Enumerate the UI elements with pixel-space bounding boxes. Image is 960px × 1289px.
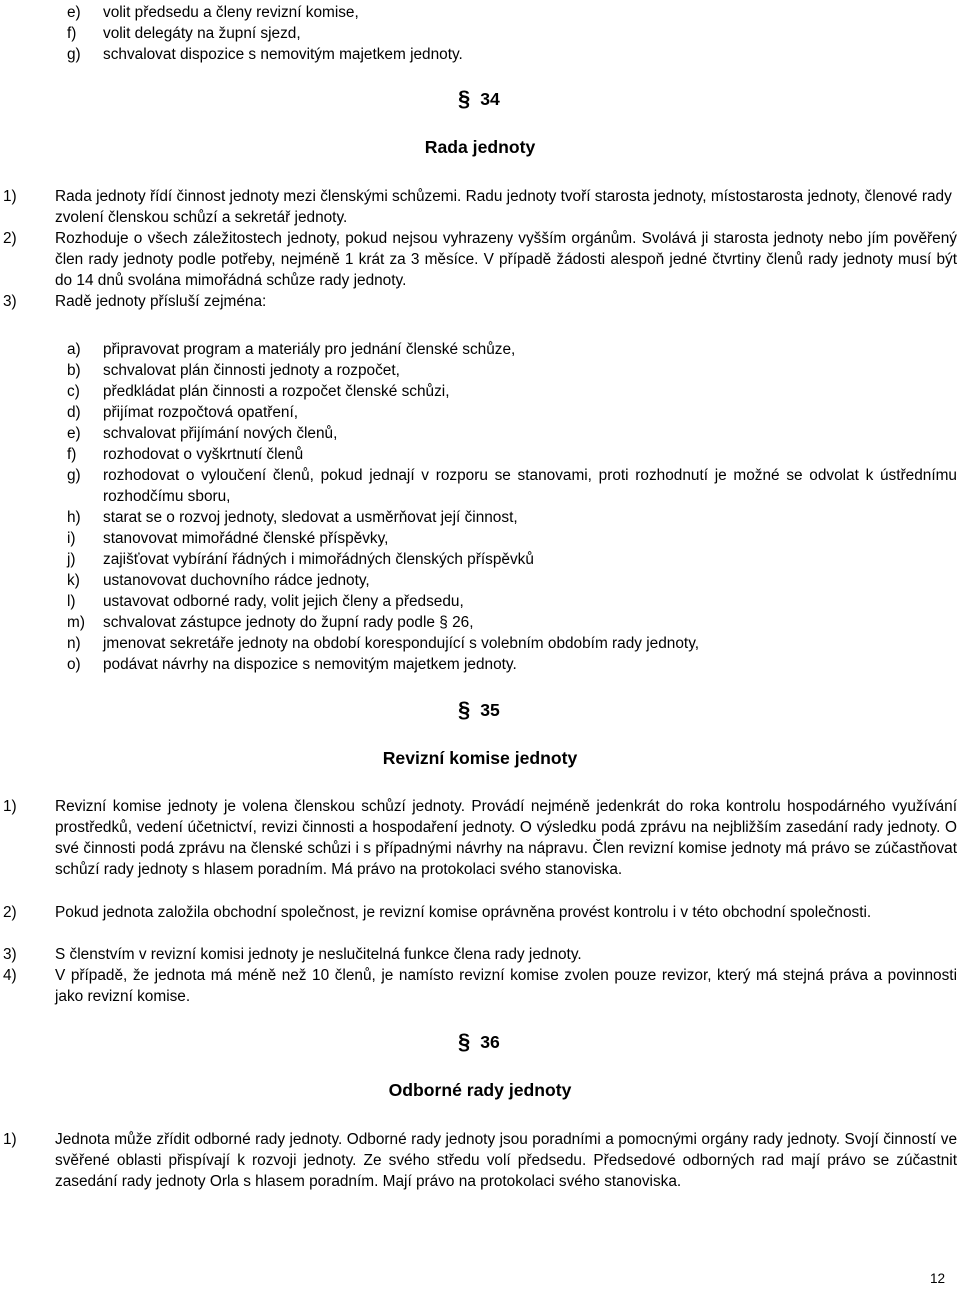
list-item: 3) Radě jednoty přísluší zejména:	[3, 293, 267, 310]
paragraph-symbol: §	[458, 86, 471, 111]
list-item: j) zajišťovat vybírání řádných i mimořádných členských příspěvků	[67, 551, 534, 568]
list-item: 3) S členstvím v revizní komisi jednoty je neslučitelná funkce člena rady jednoty.	[3, 946, 582, 963]
section-36-title: Odborné rady jednoty	[388, 1080, 572, 1100]
list-item: 2) Pokud jednota založila obchodní společnost, je revizní komise oprávněna provést kontrolu i v této obchodní společnosti.	[3, 904, 872, 921]
section-34-title: Rada jednoty	[424, 137, 536, 157]
list-item: 4) V případě, že jednota má méně než 10 členů, je namísto revizní komise zvolen pouze revizor, který má stejná práva a povinnosti jako revizní komise.	[3, 967, 957, 1005]
paragraph-symbol: §	[458, 1029, 471, 1054]
list-item: n) jmenovat sekretáře jednoty na období korespondující s volebním obdobím rady jednoty,	[67, 635, 700, 652]
section-35-number: § 35	[458, 697, 500, 722]
list-item: 2) Rozhoduje o všech záležitostech jednoty, pokud nejsou vyhrazeny vyšším orgánům. Svolává ji starosta jednoty nebo jím pověřený člen rady jednoty podle potřeby, nejméně 1 krát za 3 měsíce. V případě žádosti alespoň jedné čtvrtiny členů rady jednoty musí být do 14 dnů svolána mimořádná schůze rady jednoty.	[3, 230, 957, 289]
list-item: d) přijímat rozpočtová opatření,	[67, 404, 299, 421]
list-item: o) podávat návrhy na dispozice s nemovitým majetkem jednoty.	[67, 656, 517, 673]
list-item: k) ustanovovat duchovního rádce jednoty,	[67, 572, 370, 589]
list-item: b) schvalovat plán činnosti jednoty a rozpočet,	[67, 362, 400, 379]
section-34-number: § 34	[458, 86, 500, 111]
list-item: e) volit předsedu a členy revizní komise,	[67, 4, 359, 21]
list-item: 1) Rada jednoty řídí činnost jednoty mezi členskými schůzemi. Radu jednoty tvoří starosta jednoty, místostarosta jednoty, členové rady zvolení členskou schůzí a sekretář jednoty.	[3, 188, 952, 226]
list-item: a) připravovat program a materiály pro jednání členské schůze,	[67, 341, 516, 358]
list-item: i) stanovovat mimořádné členské příspěvky,	[67, 530, 389, 547]
list-item: f) volit delegáty na župní sjezd,	[67, 25, 301, 42]
list-item: c) předkládat plán činnosti a rozpočet členské schůzi,	[67, 383, 450, 400]
page-number: 12	[930, 1271, 946, 1286]
list-item: e) schvalovat přijímání nových členů,	[67, 425, 338, 442]
list-item: g) rozhodovat o vyloučení členů, pokud jednají v rozporu se stanovami, proti rozhodnutí je možné se odvolat k ústřednímu rozhodčímu sboru,	[67, 467, 957, 505]
section-36-number: § 36	[458, 1029, 500, 1054]
paragraph-symbol: §	[458, 697, 471, 722]
list-item: 1) Revizní komise jednoty je volena členskou schůzí jednoty. Provádí nejméně jedenkrát do roka kontrolu hospodárného využívání prostředků, vedení účetnictví, revizi činnosti a hospodaření jednoty. O výsledku podá zprávu na nejbližším zasedání rady jednoty. O své činnosti podá zprávu na členské schůzi i s případnými návrhy na nápravu. Člen revizní komise jednoty má právo se zúčastňovat schůzí rady jednoty s hlasem poradním. Má právo na protokolaci svého stanoviska.	[3, 798, 957, 878]
list-item: f) rozhodovat o vyškrtnutí členů	[67, 446, 304, 463]
list-item: 1) Jednota může zřídit odborné rady jednoty. Odborné rady jednoty jsou poradními a pomocnými orgány rady jednoty. Svojí činností ve svěřené oblasti přispívají k rozvoji jednoty. Ze svého středu volí předsedu. Předsedové odborných rad mají právo se zúčastnit zasedání rady jednoty Orla s hlasem poradním. Mají právo na protokolaci svého stanoviska.	[3, 1131, 957, 1190]
list-item: h) starat se o rozvoj jednoty, sledovat a usměrňovat její činnost,	[67, 509, 518, 526]
list-item: l) ustavovat odborné rady, volit jejich členy a předsedu,	[67, 593, 464, 610]
list-item: g) schvalovat dispozice s nemovitým majetkem jednoty.	[67, 46, 463, 63]
list-item: m) schvalovat zástupce jednoty do župní rady podle § 26,	[67, 614, 474, 631]
section-35-title: Revizní komise jednoty	[382, 748, 578, 768]
